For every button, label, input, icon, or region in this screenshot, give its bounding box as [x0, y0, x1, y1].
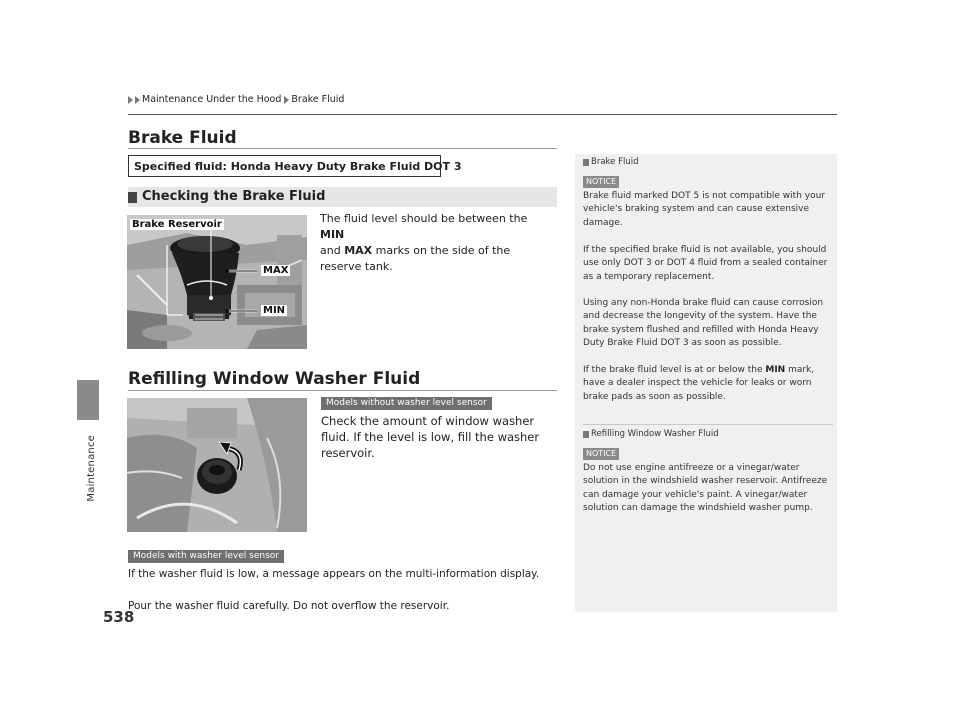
- section-tab: [77, 380, 99, 420]
- breadcrumb-arrow-icon: [284, 96, 289, 104]
- washer-with-sensor-text: If the washer fluid is low, a message appears on the multi-information display.: [128, 568, 540, 580]
- note-title-washer-fluid: Refilling Window Washer Fluid: [583, 429, 719, 439]
- brake-reservoir-label: Brake Reservoir: [132, 219, 222, 230]
- breadcrumb-arrow-icon: [135, 96, 140, 104]
- header-rule: [128, 114, 837, 115]
- note-brake-p3: Using any non-Honda brake fluid can cause corrosion and decrease the longevity of the system. Have the brake system flushed and refilled with Honda Heavy Duty Brake Fluid DOT 3 as soon as possible.: [583, 298, 824, 348]
- note-brake-p1: Brake fluid marked DOT 5 is not compatible with your vehicle's braking system and can cause extensive damage.: [583, 191, 826, 228]
- washer-fluid-heading: Refilling Window Washer Fluid: [128, 369, 421, 389]
- heading-rule: [128, 390, 557, 391]
- note-divider: [583, 424, 833, 425]
- specified-fluid-box: Specified fluid: Honda Heavy Duty Brake Fluid DOT 3: [128, 155, 441, 177]
- brake-reservoir-image: [127, 215, 307, 349]
- note-marker-icon: [583, 159, 589, 166]
- brake-fluid-level-text: The fluid level should be between the MIN and MAX marks on the side of the reserve tank.: [320, 212, 528, 273]
- badge-with-sensor: Models with washer level sensor: [128, 550, 284, 563]
- max-label: MAX: [263, 265, 289, 276]
- washer-reservoir-photo: [127, 398, 307, 532]
- note-title-brake-fluid: Brake Fluid: [583, 157, 638, 167]
- note-brake-p2: If the specified brake fluid is not available, you should use only DOT 3 or DOT 4 fluid from a sealed container as a temporary replacement.: [583, 245, 828, 282]
- pour-carefully-text: Pour the washer fluid carefully. Do not overflow the reservoir.: [128, 600, 450, 612]
- checking-brake-fluid-subheading: [128, 187, 557, 207]
- notice-badge: NOTICE: [583, 176, 619, 188]
- section-label: Maintenance: [86, 435, 97, 502]
- breadcrumb-item-maintenance[interactable]: Maintenance Under the Hood: [142, 94, 282, 105]
- brake-fluid-heading: Brake Fluid: [128, 128, 237, 148]
- heading-rule: [128, 148, 557, 149]
- brake-reservoir-photo: [127, 215, 307, 349]
- washer-without-sensor-text: Check the amount of window washer fluid. If the level is low, fill the washer reservoir.: [321, 414, 540, 460]
- square-bullet-icon: [128, 192, 137, 203]
- note-brake-p4: If the brake fluid level is at or below the MIN mark, have a dealer inspect the vehicle for leaks or worn brake pads as soon as possible.: [583, 365, 815, 402]
- min-label: MIN: [263, 305, 286, 316]
- washer-reservoir-image: [127, 398, 307, 532]
- note-marker-icon: [583, 431, 589, 438]
- breadcrumb-item-brake-fluid[interactable]: Brake Fluid: [291, 94, 345, 105]
- breadcrumb: [128, 94, 344, 105]
- badge-without-sensor: Models without washer level sensor: [321, 397, 492, 410]
- page-number: 538: [103, 608, 135, 626]
- subheading-text: Checking the Brake Fluid: [142, 189, 326, 204]
- notice-badge: NOTICE: [583, 448, 619, 460]
- breadcrumb-arrow-icon: [128, 96, 133, 104]
- note-washer-p1: Do not use engine antifreeze or a vinegar/water solution in the windshield washer reservoir. Antifreeze can damage your vehicle's paint. A vinegar/water solution can damage the windshield washer pump.: [583, 463, 828, 513]
